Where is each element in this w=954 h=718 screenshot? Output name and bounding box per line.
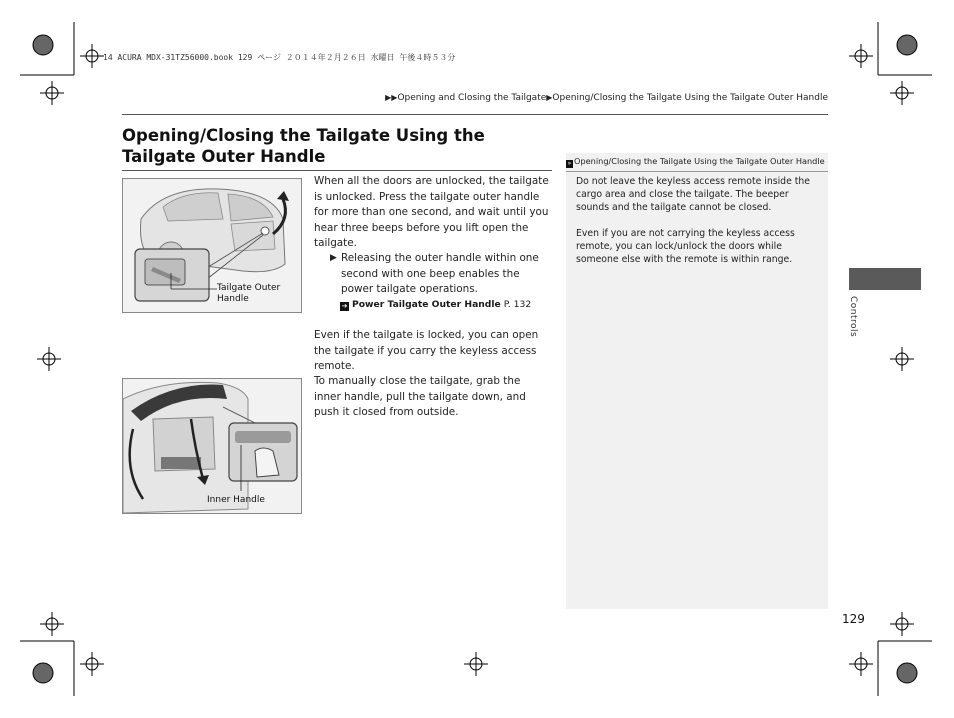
breadcrumb-level1[interactable]: Opening and Closing the Tailgate: [397, 93, 547, 103]
side-note-1: Do not leave the keyless access remote inside the cargo area and close the tailgate. The beeper sounds and the tailgate cannot be closed.: [576, 176, 811, 213]
paragraph-locked: Even if the tailgate is locked, you can open the tailgate if you carry the keyless access remote.: [314, 329, 539, 372]
note-marker-icon: »: [567, 160, 572, 167]
side-note-heading-text: Opening/Closing the Tailgate Using the Tailgate Outer Handle: [574, 156, 825, 166]
sub-note-text: Releasing the outer handle within one second with one beep enables the power tailgate operations.: [341, 252, 539, 295]
inner-handle-label: Inner Handle: [207, 495, 265, 505]
reference-icon: ➔: [341, 302, 348, 310]
breadcrumb-arrow-icon: ▶▶: [385, 93, 398, 102]
page-number: 129: [842, 612, 865, 626]
sub-arrow-icon: ▶: [330, 253, 337, 263]
chapter-tab-label: Controls: [848, 296, 858, 338]
section-title: Opening/Closing the Tailgate Using the Tailgate Outer Handle: [122, 126, 485, 166]
paragraph-unlock: When all the doors are unlocked, the tailgate is unlocked. Press the tailgate outer handle for more than one second, and wait until you hear three beeps before you lift open the tailgate.: [314, 175, 549, 249]
print-info: 14 ACURA MDX-31TZ56000.book 129 ページ ２０１４年２月２６日 水曜日 午後４時５３分: [103, 53, 456, 62]
xref-page[interactable]: P. 132: [503, 299, 532, 310]
outer-handle-label: Tailgate Outer Handle: [217, 283, 281, 304]
breadcrumb-level2[interactable]: Opening/Closing the Tailgate Using the Tailgate Outer Handle: [552, 93, 828, 103]
xref-title[interactable]: Power Tailgate Outer Handle: [352, 299, 501, 310]
side-note-2: Even if you are not carrying the keyless access remote, you can lock/unlock the doors while someone else with the remote is within range.: [576, 228, 795, 265]
breadcrumb-arrow-icon: ▶: [546, 93, 553, 102]
paragraph-manual-close: To manually close the tailgate, grab the inner handle, pull the tailgate down, and push it closed from outside.: [314, 375, 526, 418]
